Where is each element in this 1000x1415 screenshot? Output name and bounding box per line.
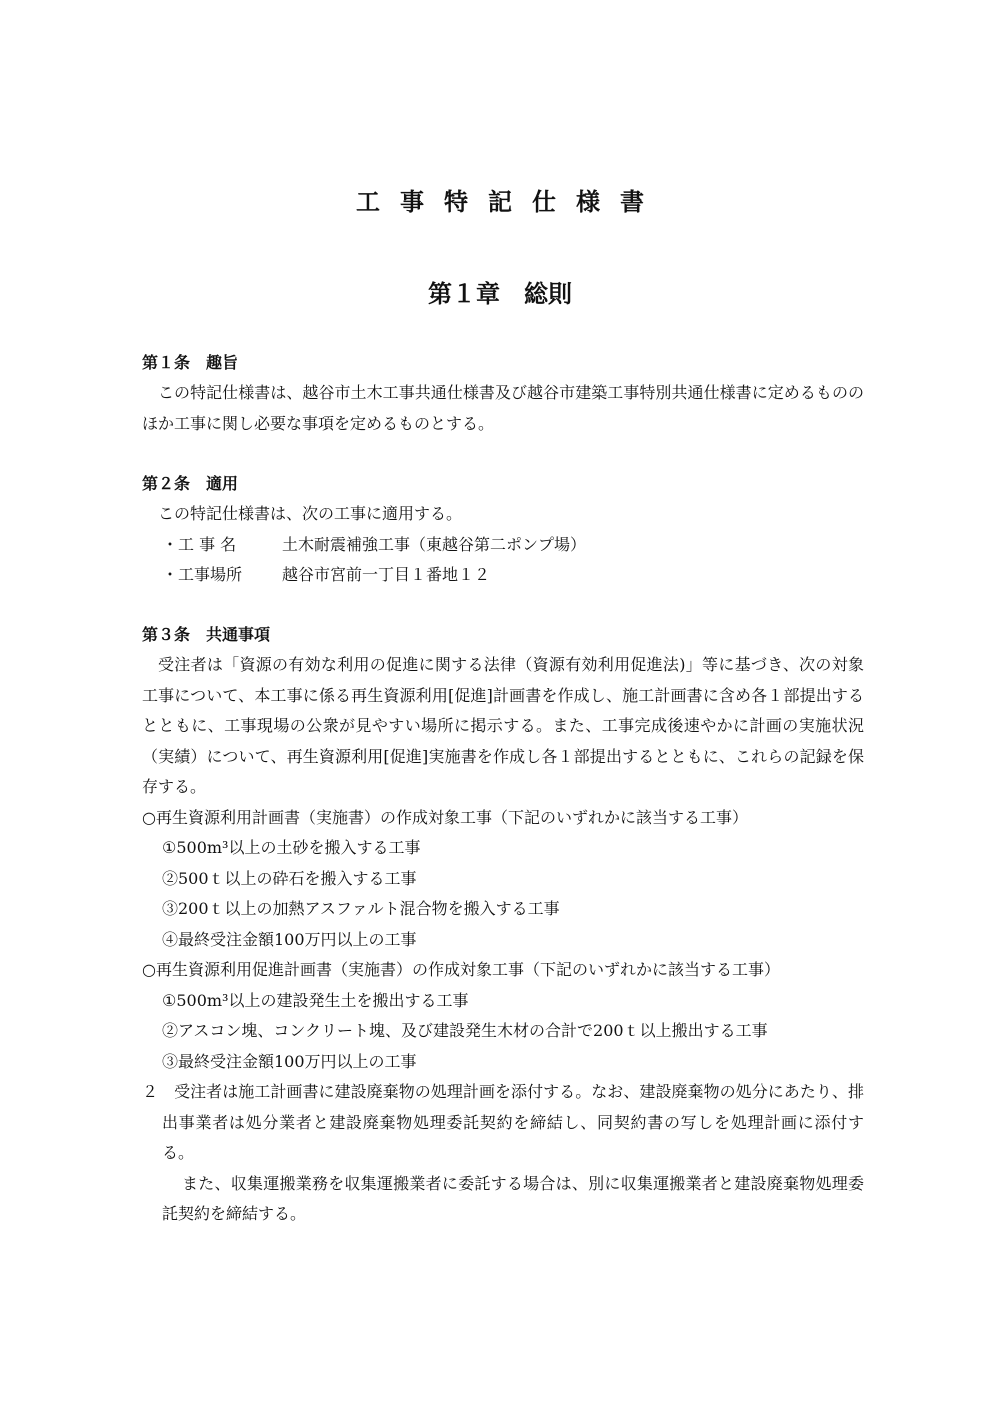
list-a-item: ②500ｔ以上の砕石を搬入する工事	[162, 868, 417, 888]
list-b-item: ①500m³以上の建設発生土を搬出する工事	[162, 990, 469, 1010]
article-3-paragraph-3: また、収集運搬業務を収集運搬業者に委託する場合は、別に収集運搬業者と建設廃棄物処理委託契約を締結する。	[162, 1173, 864, 1223]
list-a-title: ○再生資源利用計画書（実施書）の作成対象工事（下記のいずれかに該当する工事）	[142, 807, 748, 827]
list-b-item: ③最終受注金額100万円以上の工事	[162, 1051, 417, 1071]
chapter-heading: 第１章 総則	[428, 280, 572, 308]
list-b-item: ②アスコン塊、コンクリート塊、及び建設発生木材の合計で200ｔ以上搬出する工事	[162, 1021, 768, 1040]
document-title: 工事特記仕様書	[356, 188, 664, 216]
article-1-text: この特記仕様書は、越谷市土木工事共通仕様書及び越谷市建築工事特別共通仕様書に定めるもののほか工事に関し必要な事項を定めるものとする。	[142, 383, 864, 433]
article-3	[142, 620, 864, 1230]
list-a-item: ③200ｔ以上の加熱アスファルト混合物を搬入する工事	[162, 899, 560, 918]
article-2	[142, 469, 864, 591]
article-1	[142, 348, 864, 439]
work-name-row	[142, 530, 864, 561]
work-place-row	[142, 560, 864, 591]
work-name-value: 土木耐震補強工事（東越谷第二ポンプ場）	[282, 534, 587, 554]
list-b-title: ○再生資源利用促進計画書（実施書）の作成対象工事（下記のいずれかに該当する工事）	[142, 960, 780, 979]
article-3-heading: 第３条 共通事項	[142, 625, 271, 644]
article-2-intro: この特記仕様書は、次の工事に適用する。	[158, 504, 463, 523]
list-a-item: ①500m³以上の土砂を搬入する工事	[162, 838, 421, 857]
work-name-label: ・工 事 名	[162, 534, 237, 554]
article-2-heading: 第２条 適用	[142, 474, 239, 493]
list-a-item: ④最終受注金額100万円以上の工事	[162, 929, 417, 949]
work-place-label: ・工事場所	[162, 565, 243, 584]
article-3-text: 受注者は「資源の有効な利用の促進に関する法律（資源有効利用促進法)」等に基づき、次の対象工事について、本工事に係る再生資源利用[促進]計画書を作成し、施工計画書に含め各１部提出するとともに、工事現場の公衆が見やすい場所に掲示する。また、工事完成後速やかに計画の実施状況（実績）について、再生資源利用[促進]実施書を作成し各１部提出するとともに、これらの記録を保存する。	[142, 655, 864, 796]
article-1-heading: 第１条 趣旨	[142, 353, 239, 372]
article-3-paragraph-2: ２ 受注者は施工計画書に建設廃棄物の処理計画を添付する。なお、建設廃棄物の処分にあたり、排出事業者は処分業者と建設廃棄物処理委託契約を締結し、同契約書の写しを処理計画に添付する。	[142, 1082, 864, 1162]
work-place-value: 越谷市宮前一丁目１番地１２	[282, 565, 491, 584]
